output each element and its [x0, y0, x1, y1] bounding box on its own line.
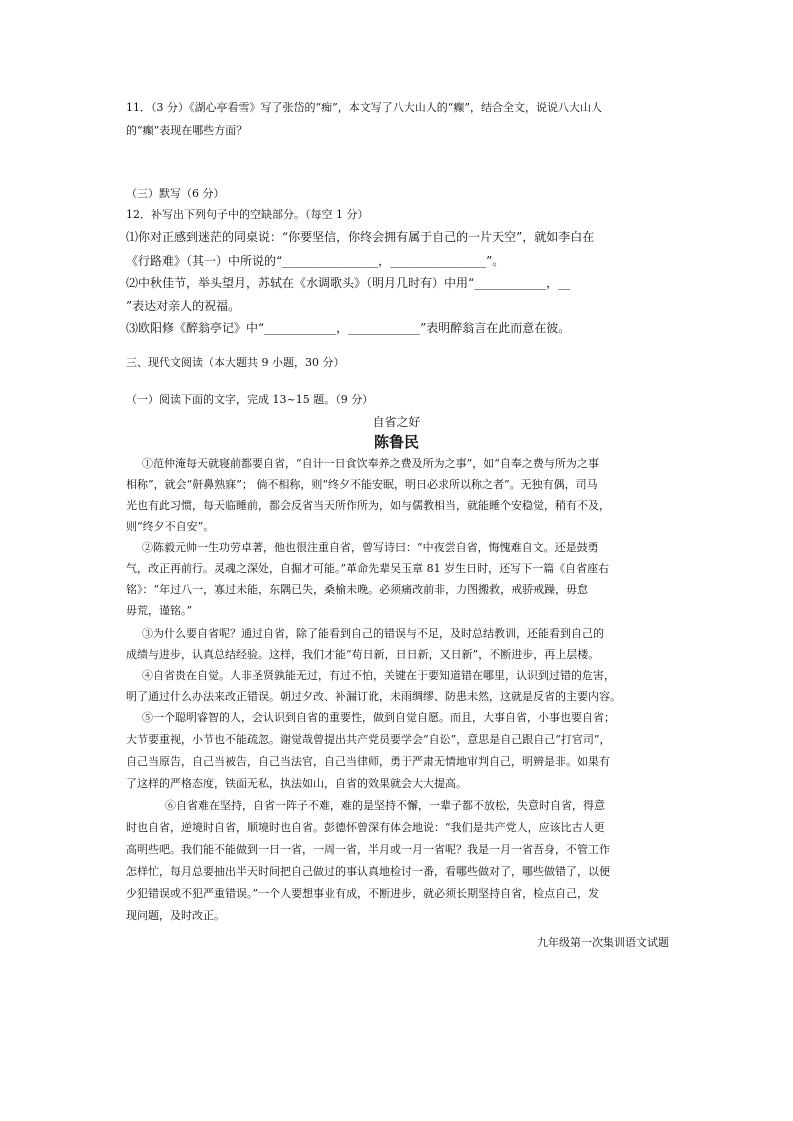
article-line: ⑥自省难在坚持，自省一阵子不难，难的是坚持不懈，一辈子都不放松，失意时自省，得意 [165, 799, 605, 812]
page-footer: 九年级第一次集训语文试题 [537, 936, 669, 949]
question-12-item-1-line-2: 《行路难》（其一）中所说的“________________，________________”。 [126, 254, 505, 268]
article-line: 少犯错误或不犯严重错误。”一个人要想事业有成，不断进步，就必须长期坚持自省，检点自己，发 [126, 887, 600, 900]
part-3-heading: 三、现代文阅读（本大题共 9 小题，30 分） [126, 356, 345, 369]
question-12-item-3: ⑶欧阳修《醉翁亭记》中“____________，____________”表明醉翁言在此而意在彼。 [126, 321, 571, 335]
article-line: 光也有此习惯，每天临睡前，都会反省当天所作所为，如与儒教相当，就能睡个安稳觉，稍有不及， [126, 499, 610, 512]
article-line: 相称”，就会“鼾鼻熟寐”； 倘不相称，则“终夕不能安眠，明日必求所以称之者”。无独有偶，司马 [126, 478, 598, 491]
article-line: 明了通过什么办法来改正错误。朝过夕改、补漏订讹，未雨绸缪、防患未然，这就是反省的主要内容。 [126, 690, 621, 703]
article-line: 自己当原告，自己当被告，自己当法官，自己当律师，勇于严肃无情地审判自己，明辨是非。如果有 [126, 755, 610, 768]
article-line: ③为什么要自省呢？通过自省，除了能看到自己的错误与不足，及时总结教训，还能看到自己的 [142, 627, 604, 640]
question-11-line-1: 11．（3 分）《湖心亭看雪》写了张岱的“痴”，本文写了八大山人的“癫”，结合全文，说说八大山人 [126, 101, 602, 114]
article-line: 铭》：“年过八一，寡过未能，东隅已失，桑榆未晚。必须痛改前非，力图搬救，戒骄戒躁，毋怠 [126, 583, 589, 596]
article-line: 高明些吧。我们能不能做到一日一省，一周一省，半月或一月一省呢？我是一月一省吾身，不管工作 [126, 843, 610, 856]
article-line: ④自省贵在自觉。人非圣贤孰能无过，有过不怕，关键在于要知道错在哪里，认识到过错的危害， [142, 669, 615, 682]
question-12-item-2-line-2: ”表达对亲人的祝福。 [126, 299, 241, 313]
article-line: 时也自省，逆境时自省，顺境时也自省。彭德怀曾深有体会地说：“我们是共产党人，应该比古人更 [126, 821, 605, 834]
question-12-item-1-line-1: ⑴你对正感到迷茫的同桌说：“你要坚信，你终会拥有属于自己的一片天空”，就如李白在 [126, 230, 595, 244]
article-line: 成绩与进步，认真总结经验。这样，我们才能“苟日新，日日新，又日新”，不断进步，再上层楼。 [126, 648, 600, 661]
article-line: ②陈毅元帅一生功劳卓著，他也很注重自省，曾写诗曰：“中夜尝自省，悔愧难自文。还是鼓勇 [142, 541, 599, 554]
article-line: 大节要重视，小节也不能疏忽。谢觉哉曾提出共产党员要学会“自讼”，意思是自己跟自己“打官司”， [126, 733, 611, 746]
subsection-1-instruction: （一）阅读下面的文字，完成 13~15 题。（9 分） [126, 393, 374, 406]
article-line: 气，改正再前行。灵魂之深处，自掘才可能。”革命先辈吴玉章 81 岁生日时，还写下一篇《自省座右 [126, 562, 610, 575]
article-line: 了这样的严格态度，铁面无私，执法如山，自省的效果就会大大提高。 [126, 777, 467, 790]
article-line: ⑤一个聪明睿智的人，会认识到自省的重要性，做到自觉自愿。而且，大事自省，小事也要自省； [142, 711, 615, 724]
question-12-item-2-line-1: ⑵中秋佳节，举头望月，苏轼在《水调歌头》（明月几时有）中用“____________，__ [126, 276, 571, 290]
article-line: 现问题，及时改正。 [126, 909, 225, 922]
article-line: 怎样忙，每月总要抽出半天时间把自己做过的事认真地检讨一番，看哪些做对了，哪些做错了，以便 [126, 865, 610, 878]
article-author: 陈鲁民 [373, 433, 419, 451]
question-11-line-2: 的“癫”表现在哪些方面？ [126, 124, 248, 137]
article-line: 毋荒，谨铭。” [126, 604, 193, 617]
article-line: ①范仲淹每天就寝前都要自省，“自计一日食饮奉养之费及所为之事”，如“自奉之费与所为之事 [142, 457, 599, 470]
question-12-title: 12．补写出下列句子中的空缺部分。（每空 1 分） [126, 208, 369, 221]
article-line: 则“终夕不自安”。 [126, 520, 215, 533]
section-heading-dictation: （三）默写（6 分） [126, 187, 225, 200]
article-title: 自省之好 [372, 415, 421, 429]
